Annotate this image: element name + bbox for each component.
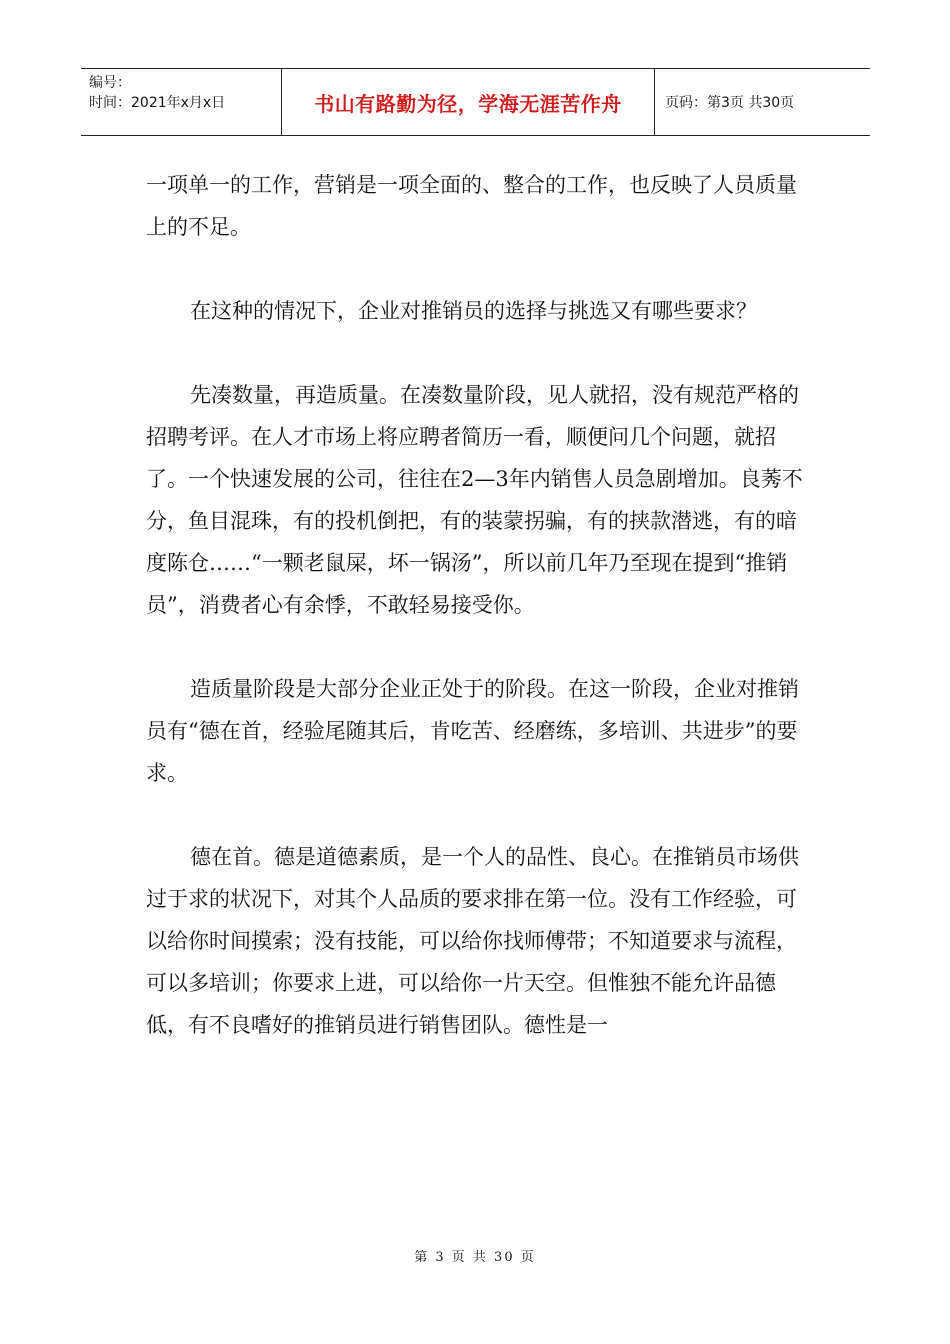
header-meta xyxy=(81,69,282,135)
document-number-label: 编号： xyxy=(89,75,131,91)
paragraph: 造质量阶段是大部分企业正处于的阶段。在这一阶段，企业对推销员有“德在首，经验尾随其后，肯吃苦、经磨练，多培训、共进步”的要求。 xyxy=(146,677,799,785)
paragraph-continuation: 一项单一的工作，营销是一项全面的、整合的工作，也反映了人员质量上的不足。 xyxy=(146,173,797,239)
paragraph: 在这种的情况下，企业对推销员的选择与挑选又有哪些要求？ xyxy=(190,299,757,323)
header-page-info: 页码：第3页 共30页 xyxy=(665,95,795,111)
paragraph: 先凑数量，再造质量。在凑数量阶段，见人就招，没有规范严格的招聘考评。在人才市场上将应聘者简历一看，顺便问几个问题，就招了。一个快速发展的公司，往往在2—3年内销售人员急剧增加。良莠不分，鱼目混珠，有的投机倒把，有的装蒙拐骗，有的挟款潜逃，有的暗度陈仓……“一颗老鼠屎，坏一锅汤”，所以前几年乃至现在提到“推销员”，消费者心有余悸，不敢轻易接受你。 xyxy=(146,383,803,617)
page-footer: 第 3 页 共 30 页 xyxy=(414,1250,536,1265)
page-header xyxy=(81,68,870,136)
header-motto: 书山有路勤为径，学海无涯苦作舟 xyxy=(282,69,655,135)
paragraph: 德在首。德是道德素质，是一个人的品性、良心。在推销员市场供过于求的状况下，对其个人品质的要求排在第一位。没有工作经验，可以给你时间摸索；没有技能，可以给你找师傅带；不知道要求与流程，可以多培训；你要求上进，可以给你一片天空。但惟独不能允许品德低，有不良嗜好的推销员进行销售团队。德性是一 xyxy=(146,845,799,1037)
document-body xyxy=(146,164,806,1088)
document-date-label: 时间：2021年x月x日 xyxy=(89,95,226,111)
